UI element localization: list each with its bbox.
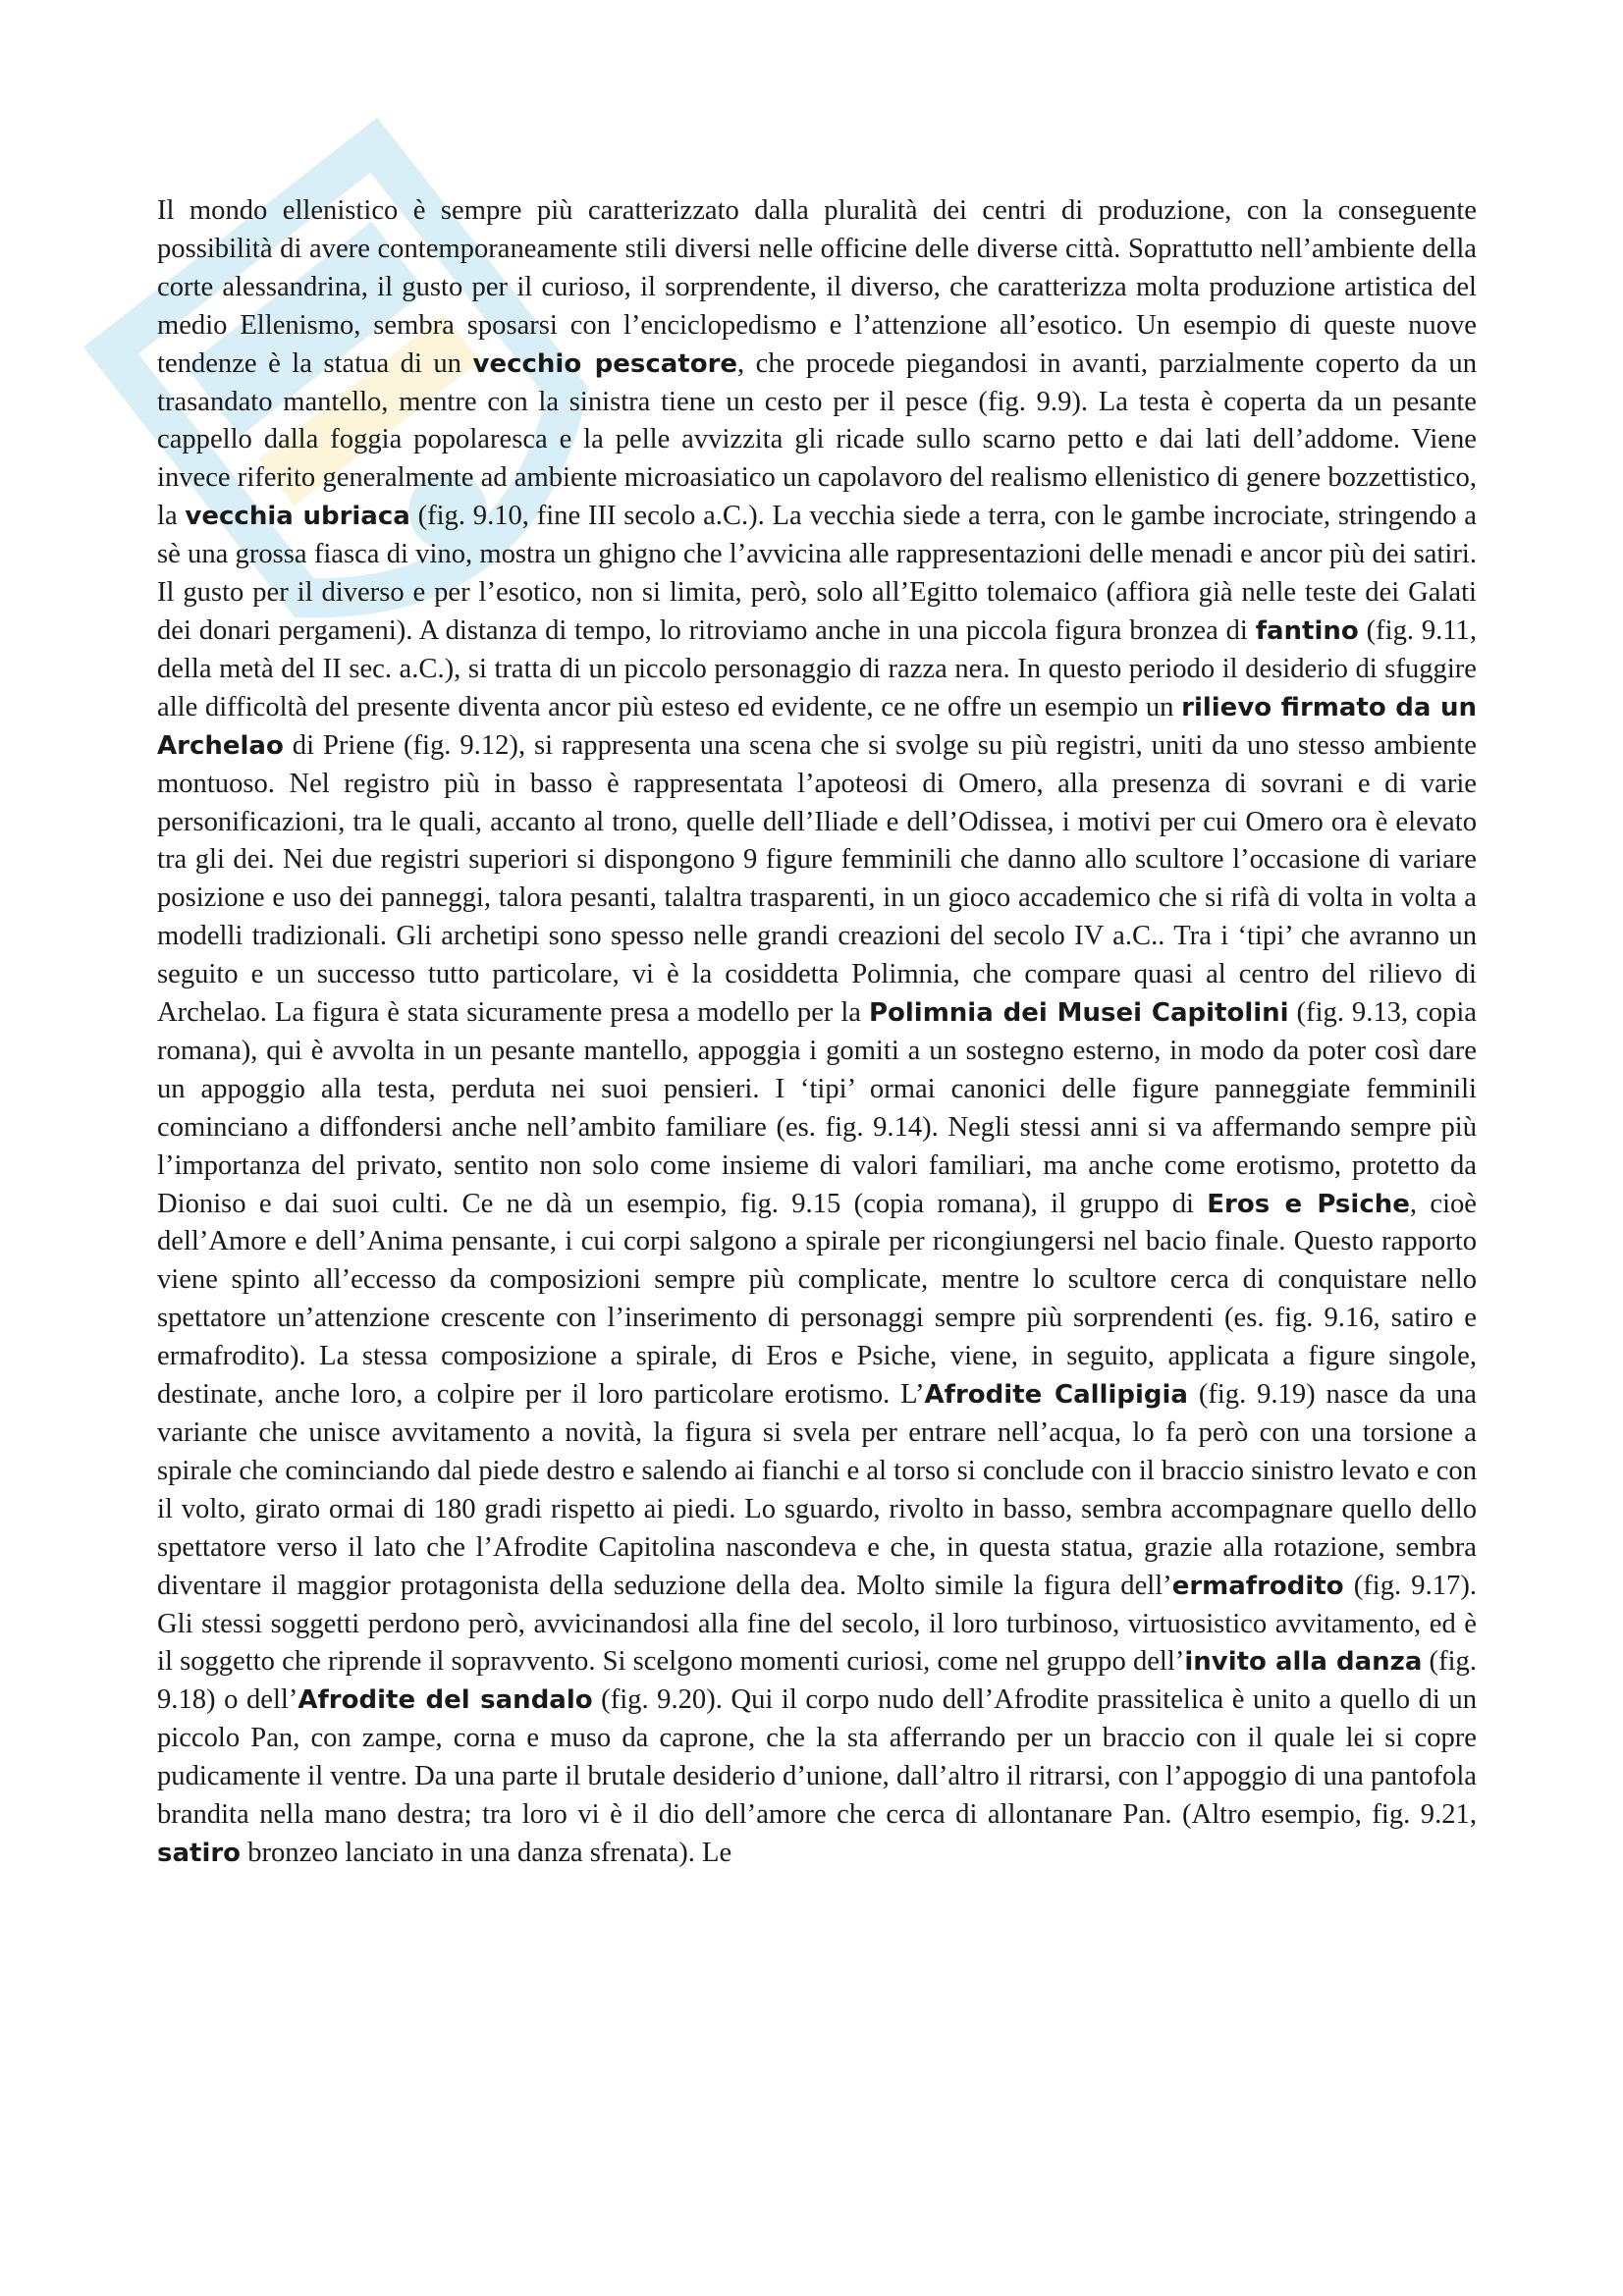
bold-term: vecchio pescatore [472, 348, 738, 379]
bold-term: Afrodite Callipigia [924, 1380, 1188, 1411]
text-run: di Priene (fig. 9.12), si rappresenta una scena che si svolge su più registri, uniti da uno stesso ambiente montuoso. Nel registro più in basso è rappresentata l’apoteosi di Omero, alla presenza di sovrani e di varie personificazioni, tra le quali, accanto al trono, quelle dell’Iliade e dell’Odissea, i motivi per cui Omero ora è elevato tra gli dei. Nei due registri superiori si dispongono 9 figure femminili che danno allo scultore l’occasione di variare posizione e uso dei panneggi, talora pesanti, talaltra trasparenti, in un gioco accademico che si rifà di volta in volta a modelli tradizionali. Gli archetipi sono spesso nelle grandi creazioni del secolo IV a.C.. Tra i ‘tipi’ che avranno un seguito e un successo tutto particolare, vi è la cosiddetta Polimnia, che compare quasi al centro del rilievo di Archelao. La figura è stata sicuramente presa a modello per la [157, 729, 1477, 1029]
text-run: (fig. 9.18) o dell’ [157, 1646, 1477, 1716]
body-paragraph [157, 192, 1477, 1873]
text-run: Il mondo ellenistico è sempre più caratterizzato dalla pluralità dei centri di produzione, con la conseguente possibilità di avere contemporaneamente stili diversi nelle officine delle diverse città. Soprattutto nell’ambiente della corte alessandrina, il gusto per il curioso, il sorprendente, il diverso, che caratterizza molta produzione artistica del medio Ellenismo, sembra sposarsi con l’enciclopedismo e l’attenzione all’esotico. Un esempio di queste nuove tendenze è la statua di un [157, 195, 1477, 379]
text-run: bronzeo lanciato in una danza sfrenata). Le [241, 1837, 732, 1868]
text-run: (fig. 9.11, della metà del II sec. a.C.), si tratta di un piccolo personaggio di razza nera. In questo periodo il desiderio di sfuggire alle difficoltà del presente diventa ancor più esteso ed evidente, ce ne offre un esempio un [157, 614, 1477, 722]
text-run: (fig. 9.19) nasce da una variante che unisce avvitamento a novità, la figura si svela per entrare nell’acqua, lo fa però con una torsione a spirale che cominciando dal piede destro e salendo ai fianchi e al torso si conclude con il braccio sinistro levato e con il volto, girato ormai di 180 gradi rispetto ai piedi. Lo sguardo, rivolto in basso, sembra accompagnare quello dello spettatore verso il lato che l’Afrodite Capitolina nascondeva e che, in questa statua, grazie alla rotazione, sembra diventare il maggior protagonista della seduzione della dea. Molto simile la figura dell’ [157, 1379, 1478, 1601]
text-run: (fig. 9.17). Gli stessi soggetti perdono però, avvicinandosi alla fine del secolo, il loro turbinoso, virtuosistico avvitamento, ed è il soggetto che riprende il sopravvento. Si scelgono momenti curiosi, come nel gruppo dell’ [157, 1570, 1477, 1678]
bold-term: vecchia ubriaca [185, 502, 410, 532]
bold-term: fantino [1255, 615, 1359, 646]
bold-term: satiro [157, 1838, 242, 1868]
text-run: (fig. 9.10, fine III secolo a.C.). La vecchia siede a terra, con le gambe incrociate, stringendo a sè una grossa fiasca di vino, mostra un ghigno che l’avvicina alle rappresentazioni delle menadi e ancor più dei satiri. Il gusto per il diverso e per l’esotico, non si limita, però, solo all’Egitto tolemaico (affiora già nelle teste dei Galati dei donari pergameni). A distanza di tempo, lo ritroviamo anche in una piccola figura bronzea di [157, 501, 1477, 646]
bold-term: Eros e Psiche [1207, 1189, 1410, 1219]
text-run: , che procede piegandosi in avanti, parzialmente coperto da un trasandato mantello, mentre con la sinistra tiene un cesto per il pesce (fig. 9.9). La testa è coperta da un pesante cappello dalla foggia popolaresca e la pelle avvizzita gli ricade sullo scarno petto e dai lati dell’addome. Viene invece riferito generalmente ad ambiente microasiatico un capolavoro del realismo ellenistico di genere bozzettistico, la [157, 347, 1477, 532]
bold-term: Afrodite del sandalo [298, 1685, 593, 1716]
bold-term: invito alla danza [1184, 1647, 1423, 1678]
bold-term: rilievo firmato da un Archelao [157, 692, 1477, 761]
bold-term: Polimnia dei Musei Capitolini [868, 998, 1289, 1029]
text-run: , cioè dell’Amore e dell’Anima pensante, i cui corpi salgono a spirale per ricongiungersi nel bacio finale. Questo rapporto viene spinto all’eccesso da composizioni sempre più complicate, mentre lo scultore cerca di conquistare nello spettatore un’attenzione crescente con l’inserimento di personaggi sempre più sorprendenti (es. fig. 9.16, satiro e ermafrodito). La stessa composizione a spirale, di Eros e Psiche, viene, in seguito, applicata a figure singole, destinate, anche loro, a colpire per il loro particolare erotismo. L’ [157, 1188, 1478, 1411]
bold-term: ermafrodito [1171, 1571, 1344, 1601]
text-run: (fig. 9.13, copia romana), qui è avvolta in un pesante mantello, appoggia i gomiti a un sostegno esterno, in modo da poter così dare un appoggio alla testa, perduta nei suoi pensieri. I ‘tipi’ ormai canonici delle figure panneggiate femminili cominciano a diffondersi anche nell’ambito familiare (es. fig. 9.14). Negli stessi anni si va affermando sempre più l’importanza del privato, sentito non solo come insieme di valori familiari, ma anche come erotismo, protetto da Dioniso e dai suoi culti. Ce ne dà un esempio, fig. 9.15 (copia romana), il gruppo di [157, 997, 1477, 1219]
text-run: (fig. 9.20). Qui il corpo nudo dell’Afrodite prassitelica è unito a quello di un piccolo Pan, con zampe, corna e muso da caprone, che la sta afferrando per un braccio con il quale lei si copre pudicamente il ventre. Da una parte il brutale desiderio d’unione, dall’altro il ritrarsi, con l’appoggio di una pantofola brandita nella mano destra; tra loro vi è il dio dell’amore che cerca di allontanare Pan. (Altro esempio, fig. 9.21, [157, 1684, 1477, 1831]
